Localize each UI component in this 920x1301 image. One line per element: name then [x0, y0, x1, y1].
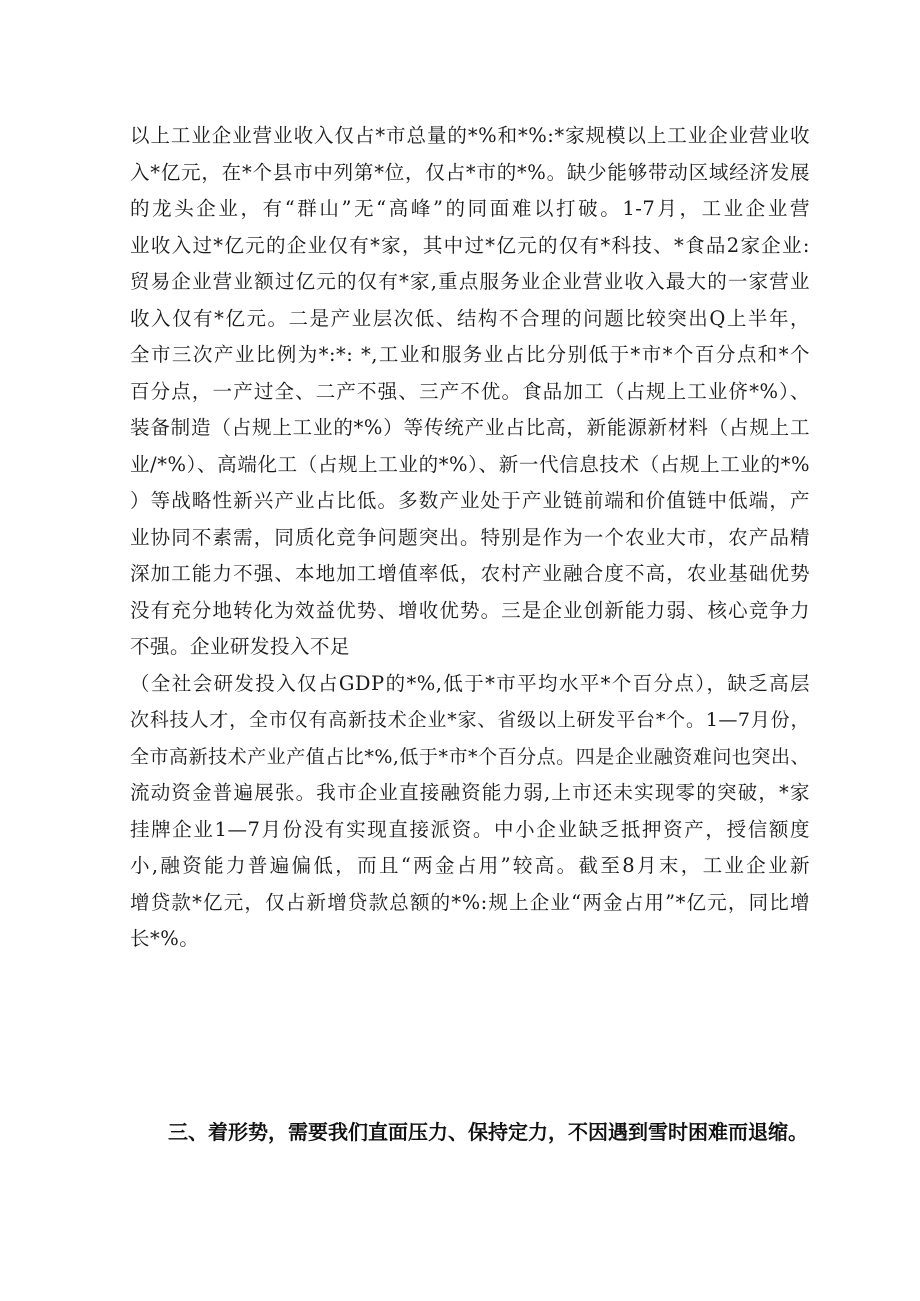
- text-line: ）等战略性新兴产业占比低。多数产业处于产业链前端和价值链中低端，产: [130, 489, 810, 512]
- text-line: 挂牌企业1—7月份没有实现直接派资。中小企业缺乏抵押资产，授信额度: [130, 817, 810, 841]
- text-line: 全市高新技术产业产值占比*%,低于*市*个百分点。四是企业融资难问也突出、: [130, 745, 810, 768]
- text-line: 业/*%）、高端化工（占规上工业的*%）、新一代信息技术（占规上工业的*%: [130, 452, 810, 476]
- text-line: 业协同不素需，同质化竞争问题突出。特别是作为一个农业大市，农产品精: [130, 525, 810, 549]
- text-line: 长*%。: [130, 927, 200, 950]
- text-line: （全社会研发投入仅占GDP的*%,低于*市平均水平*个百分点），缺乏高层: [130, 671, 810, 695]
- text-line: 收入仅有*亿元。二是产业层次低、结构不合理的问题比较突出Q上半年，: [130, 306, 810, 330]
- text-line: 全市三次产业比例为*:*: *,工业和服务业占比分别低于*市*个百分点和*个: [130, 343, 810, 366]
- text-line: 的龙头企业，有“群山”无“高峰”的同面难以打破。1-7月，工业企业营: [130, 197, 810, 220]
- section-heading: 三、着形势，需要我们直面压力、保持定力，不因遇到雪时困难而退缩。: [168, 1120, 808, 1144]
- body-text: [130, 118, 810, 958]
- text-line: 小,融资能力普遍偏低，而且“两金占用”较高。截至8月末，工业企业新: [130, 854, 810, 877]
- text-line: 增贷款*亿元，仅占新增贷款总额的*%:规上企业“两金占用”*亿元，同比增: [130, 890, 810, 914]
- text-line: 深加工能力不强、本地加工增值率低，农村产业融合度不高，农业基础优势: [130, 562, 810, 585]
- text-line: 流动资金普遍展张。我市企业直接融资能力弱,上市还未实现零的突破，*家: [130, 781, 810, 804]
- text-line: 没有充分地转化为效益优势、增收优势。三是企业创新能力弱、核心竞争力: [130, 598, 810, 622]
- text-line: 贸易企业营业额过亿元的仅有*家,重点服务业企业营业收入最大的一家营业: [130, 270, 810, 293]
- text-line: 以上工业企业营业收入仅占*市总量的*%和*%:*家规模以上工业企业营业收: [130, 124, 810, 147]
- text-line: 业收入过*亿元的企业仅有*家，其中过*亿元的仅有*科技、*食品2家企业:: [130, 233, 810, 257]
- text-line: 入*亿元，在*个县市中列第*位，仅占*市的*%。缺少能够带动区域经济发展: [130, 160, 810, 184]
- text-line: 装备制造（占规上工业的*%）等传统产业占比高，新能源新材料（占规上工: [130, 416, 810, 439]
- text-line: 次科技人才，全市仅有高新技术企业*家、省级以上研发平台*个。1—7月份，: [130, 709, 810, 731]
- text-line: 百分点，一产过全、二产不强、三产不优。食品加工（占规上工业侪*%）、: [130, 379, 810, 403]
- text-line: 不强。企业研发投入不足: [130, 635, 351, 658]
